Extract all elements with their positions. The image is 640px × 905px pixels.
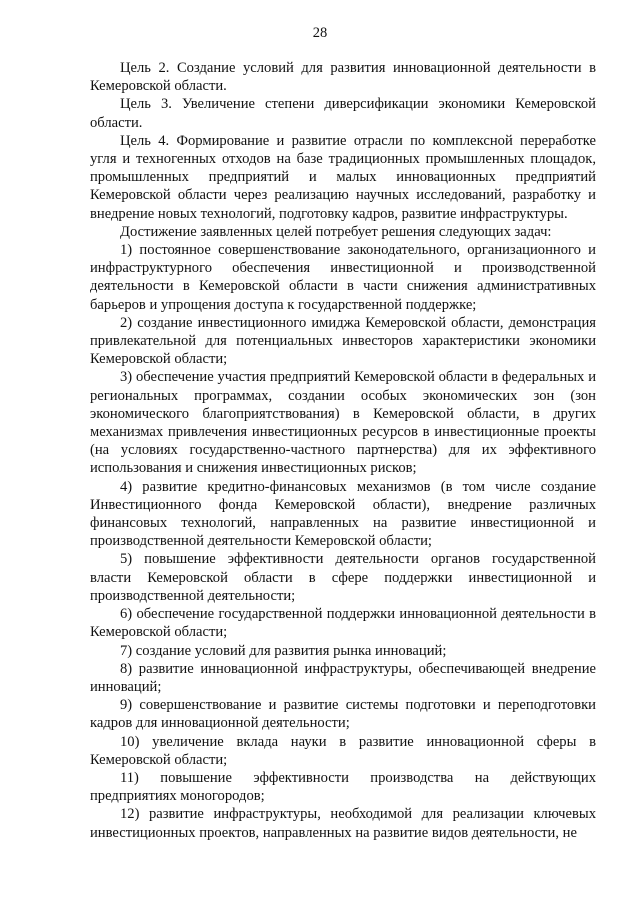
- list-item-task-2: 2) создание инвестиционного имиджа Кемеровской области, демонстрация привлекательной для потенциальных инвесторов характеристики экономики Кемеровской области;: [90, 314, 596, 368]
- list-item-task-12: 12) развитие инфраструктуры, необходимой для реализации ключевых инвестиционных проектов, направленных на развитие видов деятельности, не: [90, 806, 596, 841]
- list-item-task-7: 7) создание условий для развития рынка инноваций;: [120, 642, 447, 659]
- list-item-task-6: 6) обеспечение государственной поддержки инновационной деятельности в Кемеровской области;: [90, 606, 596, 641]
- document-body: [90, 59, 596, 842]
- list-item-task-8: 8) развитие инновационной инфраструктуры, обеспечивающей внедрение инноваций;: [90, 660, 596, 695]
- list-item-task-11: 11) повышение эффективности производства на действующих предприятиях моногородов;: [90, 769, 596, 805]
- paragraph-tasks-intro: Достижение заявленных целей потребует решения следующих задач:: [120, 223, 552, 240]
- page-number: 28: [312, 25, 328, 41]
- list-item-task-5: 5) повышение эффективности деятельности органов государственной власти Кемеровской области в сфере поддержки инвестиционной и производственной деятельности;: [90, 551, 596, 604]
- list-item-task-10: 10) увеличение вклада науки в развитие инновационной сферы в Кемеровской области;: [90, 733, 596, 768]
- paragraph-goal-2: Цель 2. Создание условий для развития инновационной деятельности в Кемеровской области.: [90, 60, 596, 95]
- list-item-task-9: 9) совершенствование и развитие системы подготовки и переподготовки кадров для инновационной деятельности;: [90, 697, 596, 732]
- paragraph-goal-4: Цель 4. Формирование и развитие отрасли по комплексной переработке угля и техногенных отходов на базе традиционных промышленных площадок, промышленных предприятий и малых инновационных предприятий Кемеровской области через реализацию научных исследований, разработку и внедрение новых технологий, подготовку кадров, развитие инфраструктуры.: [90, 132, 596, 222]
- list-item-task-3: 3) обеспечение участия предприятий Кемеровской области в федеральных и региональных программах, создании особых экономических зон (зон экономического благоприятствования) в Кемеровской области, в других механизмах привлечения инвестиционных ресурсов в инвестиционные проекты (на условиях государственно-частного партнерства) для их эффективного использования и снижения инвестиционных рисков;: [90, 369, 596, 477]
- list-item-task-4: 4) развитие кредитно-финансовых механизмов (в том числе создание Инвестиционного фонда Кемеровской области), внедрение различных финансовых технологий, направленных на развитие инвестиционной и производственной деятельности Кемеровской области;: [90, 478, 596, 550]
- paragraph-goal-3: Цель 3. Увеличение степени диверсификации экономики Кемеровской области.: [90, 96, 596, 131]
- list-item-task-1: 1) постоянное совершенствование законодательного, организационного и инфраструктурного обеспечения инвестиционной и производственной деятельности в Кемеровской области в части снижения административных барьеров и упрощения доступа к государственной поддержке;: [90, 242, 596, 313]
